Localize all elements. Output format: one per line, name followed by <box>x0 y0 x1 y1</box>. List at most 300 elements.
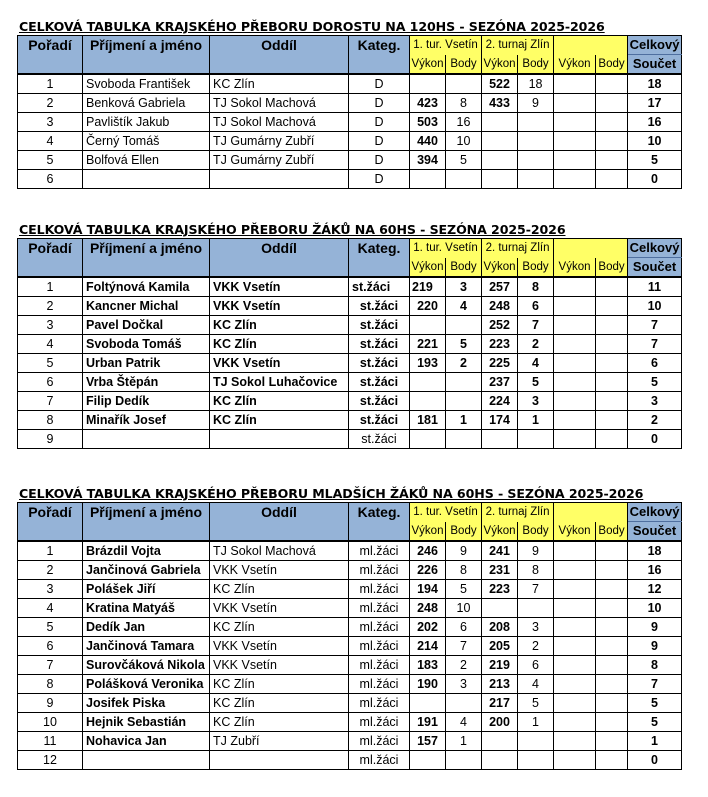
points-3-cell <box>596 618 628 637</box>
score-3-cell <box>554 335 596 354</box>
total-cell: 10 <box>628 599 682 618</box>
points-2-cell: 9 <box>518 541 554 561</box>
points-1-cell <box>446 392 482 411</box>
name-cell: Svoboda František <box>83 74 210 94</box>
header-total-bottom: Součet <box>628 258 682 278</box>
points-2-cell: 3 <box>518 618 554 637</box>
club-cell: TJ Sokol Machová <box>210 113 349 132</box>
club-cell: KC Zlín <box>210 316 349 335</box>
score-3-cell <box>554 392 596 411</box>
points-2-cell: 5 <box>518 373 554 392</box>
category-cell: ml.žáci <box>349 580 410 599</box>
points-1-cell: 4 <box>446 713 482 732</box>
score-2-cell: 241 <box>482 541 518 561</box>
points-1-cell: 16 <box>446 113 482 132</box>
standings-table <box>17 502 682 770</box>
points-2-cell: 2 <box>518 637 554 656</box>
points-2-cell: 8 <box>518 561 554 580</box>
header-rank: Pořadí <box>18 36 83 75</box>
points-1-cell: 3 <box>446 277 482 297</box>
points-3-cell <box>596 599 628 618</box>
header-points-3: Body <box>596 522 628 542</box>
total-cell: 16 <box>628 561 682 580</box>
rank-cell: 1 <box>18 541 83 561</box>
score-2-cell: 237 <box>482 373 518 392</box>
score-1-cell <box>410 430 446 449</box>
table-row <box>18 411 682 430</box>
header-club: Oddíl <box>210 36 349 75</box>
score-2-cell <box>482 751 518 770</box>
rank-cell: 3 <box>18 580 83 599</box>
total-cell: 0 <box>628 430 682 449</box>
score-3-cell <box>554 74 596 94</box>
header-tour-3 <box>554 36 628 55</box>
table-row <box>18 694 682 713</box>
points-1-cell <box>446 430 482 449</box>
points-3-cell <box>596 392 628 411</box>
total-cell: 10 <box>628 297 682 316</box>
points-3-cell <box>596 411 628 430</box>
points-1-cell: 8 <box>446 94 482 113</box>
rank-cell: 10 <box>18 713 83 732</box>
table-row <box>18 713 682 732</box>
score-1-cell: 248 <box>410 599 446 618</box>
rank-cell: 2 <box>18 94 83 113</box>
points-2-cell: 6 <box>518 297 554 316</box>
name-cell: Urban Patrik <box>83 354 210 373</box>
points-3-cell <box>596 732 628 751</box>
category-cell: ml.žáci <box>349 732 410 751</box>
points-3-cell <box>596 751 628 770</box>
category-cell: st.žáci <box>349 354 410 373</box>
score-3-cell <box>554 316 596 335</box>
score-3-cell <box>554 373 596 392</box>
club-cell: VKK Vsetín <box>210 637 349 656</box>
score-2-cell <box>482 113 518 132</box>
header-total-top: Celkový <box>628 503 682 522</box>
points-1-cell: 7 <box>446 637 482 656</box>
score-2-cell <box>482 132 518 151</box>
table-row <box>18 599 682 618</box>
header-total-bottom: Součet <box>628 55 682 75</box>
category-cell: ml.žáci <box>349 637 410 656</box>
score-3-cell <box>554 732 596 751</box>
points-1-cell <box>446 751 482 770</box>
score-1-cell: 246 <box>410 541 446 561</box>
points-2-cell: 4 <box>518 354 554 373</box>
points-1-cell: 5 <box>446 335 482 354</box>
table-row <box>18 94 682 113</box>
score-2-cell: 252 <box>482 316 518 335</box>
club-cell: KC Zlín <box>210 675 349 694</box>
header-points-2: Body <box>518 522 554 542</box>
category-cell: D <box>349 94 410 113</box>
category-cell: st.žáci <box>349 430 410 449</box>
score-1-cell: 191 <box>410 713 446 732</box>
score-2-cell: 522 <box>482 74 518 94</box>
header-total-top: Celkový <box>628 36 682 55</box>
rank-cell: 9 <box>18 694 83 713</box>
rank-cell: 7 <box>18 656 83 675</box>
total-cell: 10 <box>628 132 682 151</box>
header-rank: Pořadí <box>18 239 83 278</box>
points-3-cell <box>596 373 628 392</box>
club-cell: KC Zlín <box>210 411 349 430</box>
category-cell: st.žáci <box>349 392 410 411</box>
header-tour-3 <box>554 239 628 258</box>
section-title: CELKOVÁ TABULKA KRAJSKÉHO PŘEBORU ŽÁKŮ NA 60HS - SEZÓNA 2025-2026 <box>19 222 566 237</box>
header-tour-1: 1. tur. Vsetín <box>410 503 482 522</box>
points-3-cell <box>596 74 628 94</box>
name-cell: Minařík Josef <box>83 411 210 430</box>
points-1-cell: 10 <box>446 132 482 151</box>
header-rank: Pořadí <box>18 503 83 542</box>
category-cell: st.žáci <box>349 277 410 297</box>
score-3-cell <box>554 751 596 770</box>
table-row <box>18 751 682 770</box>
score-2-cell: 219 <box>482 656 518 675</box>
club-cell: TJ Gumárny Zubří <box>210 151 349 170</box>
score-3-cell <box>554 541 596 561</box>
name-cell: Foltýnová Kamila <box>83 277 210 297</box>
header-score-3: Výkon <box>554 258 596 278</box>
header-tour-2: 2. turnaj Zlín <box>482 36 554 55</box>
club-cell <box>210 430 349 449</box>
points-3-cell <box>596 94 628 113</box>
club-cell: VKK Vsetín <box>210 297 349 316</box>
score-2-cell: 224 <box>482 392 518 411</box>
total-cell: 18 <box>628 74 682 94</box>
table-row <box>18 561 682 580</box>
category-cell: D <box>349 74 410 94</box>
header-points-1: Body <box>446 55 482 75</box>
header-club: Oddíl <box>210 239 349 278</box>
rank-cell: 6 <box>18 637 83 656</box>
score-1-cell: 394 <box>410 151 446 170</box>
total-cell: 5 <box>628 373 682 392</box>
club-cell: KC Zlín <box>210 694 349 713</box>
standings-section-3 <box>17 486 681 770</box>
name-cell: Jančinová Tamara <box>83 637 210 656</box>
score-2-cell <box>482 170 518 189</box>
points-1-cell: 4 <box>446 297 482 316</box>
name-cell: Benková Gabriela <box>83 94 210 113</box>
category-cell: ml.žáci <box>349 675 410 694</box>
score-3-cell <box>554 580 596 599</box>
category-cell: st.žáci <box>349 297 410 316</box>
points-2-cell: 2 <box>518 335 554 354</box>
points-1-cell: 1 <box>446 411 482 430</box>
header-category: Kateg. <box>349 239 410 278</box>
rank-cell: 1 <box>18 277 83 297</box>
score-2-cell <box>482 599 518 618</box>
name-cell <box>83 430 210 449</box>
table-row <box>18 637 682 656</box>
name-cell: Vrba Štěpán <box>83 373 210 392</box>
total-cell: 5 <box>628 713 682 732</box>
score-1-cell: 226 <box>410 561 446 580</box>
header-name: Příjmení a jméno <box>83 36 210 75</box>
total-cell: 9 <box>628 637 682 656</box>
name-cell: Nohavica Jan <box>83 732 210 751</box>
header-points-3: Body <box>596 258 628 278</box>
score-3-cell <box>554 694 596 713</box>
header-club: Oddíl <box>210 503 349 542</box>
score-3-cell <box>554 277 596 297</box>
score-1-cell: 221 <box>410 335 446 354</box>
rank-cell: 7 <box>18 392 83 411</box>
total-cell: 7 <box>628 316 682 335</box>
score-1-cell <box>410 373 446 392</box>
header-name: Příjmení a jméno <box>83 239 210 278</box>
points-1-cell: 2 <box>446 656 482 675</box>
name-cell: Dedík Jan <box>83 618 210 637</box>
header-score-1: Výkon <box>410 522 446 542</box>
score-1-cell <box>410 170 446 189</box>
score-3-cell <box>554 599 596 618</box>
club-cell <box>210 170 349 189</box>
rank-cell: 8 <box>18 675 83 694</box>
header-points-1: Body <box>446 522 482 542</box>
category-cell: D <box>349 132 410 151</box>
club-cell: TJ Sokol Luhačovice <box>210 373 349 392</box>
points-2-cell: 3 <box>518 392 554 411</box>
points-3-cell <box>596 170 628 189</box>
club-cell: KC Zlín <box>210 713 349 732</box>
table-row <box>18 732 682 751</box>
points-3-cell <box>596 316 628 335</box>
points-2-cell: 7 <box>518 316 554 335</box>
header-score-2: Výkon <box>482 258 518 278</box>
points-2-cell: 8 <box>518 277 554 297</box>
score-2-cell: 223 <box>482 335 518 354</box>
score-1-cell: 423 <box>410 94 446 113</box>
points-2-cell <box>518 751 554 770</box>
table-row <box>18 335 682 354</box>
name-cell: Pavel Dočkal <box>83 316 210 335</box>
header-tour-2: 2. turnaj Zlín <box>482 239 554 258</box>
score-3-cell <box>554 618 596 637</box>
rank-cell: 9 <box>18 430 83 449</box>
category-cell: D <box>349 170 410 189</box>
club-cell <box>210 751 349 770</box>
score-3-cell <box>554 151 596 170</box>
name-cell: Svoboda Tomáš <box>83 335 210 354</box>
category-cell: st.žáci <box>349 335 410 354</box>
score-3-cell <box>554 656 596 675</box>
category-cell: D <box>349 113 410 132</box>
rank-cell: 11 <box>18 732 83 751</box>
score-2-cell: 200 <box>482 713 518 732</box>
score-1-cell: 194 <box>410 580 446 599</box>
points-2-cell <box>518 113 554 132</box>
rank-cell: 5 <box>18 354 83 373</box>
points-1-cell: 5 <box>446 580 482 599</box>
club-cell: VKK Vsetín <box>210 354 349 373</box>
score-3-cell <box>554 354 596 373</box>
points-1-cell <box>446 170 482 189</box>
header-category: Kateg. <box>349 503 410 542</box>
points-3-cell <box>596 541 628 561</box>
header-tour-2: 2. turnaj Zlín <box>482 503 554 522</box>
score-2-cell: 257 <box>482 277 518 297</box>
points-1-cell: 8 <box>446 561 482 580</box>
rank-cell: 5 <box>18 151 83 170</box>
score-3-cell <box>554 411 596 430</box>
table-row <box>18 675 682 694</box>
total-cell: 2 <box>628 411 682 430</box>
table-row <box>18 430 682 449</box>
rank-cell: 6 <box>18 170 83 189</box>
standings-table <box>17 35 682 189</box>
table-row <box>18 74 682 94</box>
total-cell: 6 <box>628 354 682 373</box>
total-cell: 9 <box>628 618 682 637</box>
club-cell: KC Zlín <box>210 618 349 637</box>
name-cell: Černý Tomáš <box>83 132 210 151</box>
score-2-cell: 205 <box>482 637 518 656</box>
category-cell: ml.žáci <box>349 656 410 675</box>
club-cell: VKK Vsetín <box>210 599 349 618</box>
standings-section-1 <box>17 19 681 189</box>
name-cell <box>83 170 210 189</box>
points-1-cell: 1 <box>446 732 482 751</box>
section-title: CELKOVÁ TABULKA KRAJSKÉHO PŘEBORU DOROSTU NA 120HS - SEZÓNA 2025-2026 <box>19 19 605 34</box>
name-cell: Surovčáková Nikola <box>83 656 210 675</box>
score-1-cell: 440 <box>410 132 446 151</box>
total-cell: 1 <box>628 732 682 751</box>
rank-cell: 4 <box>18 335 83 354</box>
rank-cell: 3 <box>18 316 83 335</box>
points-1-cell <box>446 373 482 392</box>
points-2-cell <box>518 599 554 618</box>
name-cell: Polášek Jiří <box>83 580 210 599</box>
name-cell: Polášková Veronika <box>83 675 210 694</box>
score-3-cell <box>554 132 596 151</box>
points-3-cell <box>596 132 628 151</box>
header-score-3: Výkon <box>554 55 596 75</box>
score-1-cell <box>410 694 446 713</box>
table-row <box>18 354 682 373</box>
club-cell: KC Zlín <box>210 580 349 599</box>
name-cell: Jančinová Gabriela <box>83 561 210 580</box>
table-row <box>18 277 682 297</box>
table-row <box>18 618 682 637</box>
points-2-cell: 7 <box>518 580 554 599</box>
header-points-1: Body <box>446 258 482 278</box>
score-1-cell: 220 <box>410 297 446 316</box>
score-2-cell: 248 <box>482 297 518 316</box>
total-cell: 8 <box>628 656 682 675</box>
score-2-cell: 213 <box>482 675 518 694</box>
total-cell: 18 <box>628 541 682 561</box>
category-cell: st.žáci <box>349 411 410 430</box>
score-1-cell: 219 <box>410 277 446 297</box>
points-2-cell: 18 <box>518 74 554 94</box>
points-2-cell <box>518 132 554 151</box>
club-cell: VKK Vsetín <box>210 277 349 297</box>
score-2-cell: 225 <box>482 354 518 373</box>
header-score-1: Výkon <box>410 55 446 75</box>
category-cell: ml.žáci <box>349 694 410 713</box>
score-2-cell: 223 <box>482 580 518 599</box>
header-name: Příjmení a jméno <box>83 503 210 542</box>
name-cell: Filip Dedík <box>83 392 210 411</box>
total-cell: 16 <box>628 113 682 132</box>
name-cell: Brázdil Vojta <box>83 541 210 561</box>
points-2-cell: 1 <box>518 713 554 732</box>
points-2-cell: 1 <box>518 411 554 430</box>
points-1-cell <box>446 316 482 335</box>
table-row <box>18 151 682 170</box>
points-3-cell <box>596 713 628 732</box>
points-1-cell: 9 <box>446 541 482 561</box>
points-3-cell <box>596 335 628 354</box>
points-1-cell: 10 <box>446 599 482 618</box>
points-1-cell: 2 <box>446 354 482 373</box>
category-cell: ml.žáci <box>349 541 410 561</box>
rank-cell: 3 <box>18 113 83 132</box>
score-2-cell: 433 <box>482 94 518 113</box>
header-points-3: Body <box>596 55 628 75</box>
score-1-cell: 214 <box>410 637 446 656</box>
standings-section-2 <box>17 222 681 449</box>
points-3-cell <box>596 113 628 132</box>
points-1-cell <box>446 74 482 94</box>
total-cell: 5 <box>628 151 682 170</box>
total-cell: 7 <box>628 335 682 354</box>
club-cell: VKK Vsetín <box>210 656 349 675</box>
section-title: CELKOVÁ TABULKA KRAJSKÉHO PŘEBORU MLADŠÍCH ŽÁKŮ NA 60HS - SEZÓNA 2025-2026 <box>19 486 644 501</box>
category-cell: D <box>349 151 410 170</box>
rank-cell: 2 <box>18 561 83 580</box>
name-cell <box>83 751 210 770</box>
table-row <box>18 170 682 189</box>
header-score-2: Výkon <box>482 55 518 75</box>
points-1-cell: 5 <box>446 151 482 170</box>
score-1-cell <box>410 74 446 94</box>
name-cell: Bolfová Ellen <box>83 151 210 170</box>
rank-cell: 5 <box>18 618 83 637</box>
header-tour-3 <box>554 503 628 522</box>
points-2-cell: 9 <box>518 94 554 113</box>
score-2-cell: 217 <box>482 694 518 713</box>
table-row <box>18 656 682 675</box>
points-3-cell <box>596 297 628 316</box>
rank-cell: 12 <box>18 751 83 770</box>
name-cell: Hejnik Sebastián <box>83 713 210 732</box>
points-3-cell <box>596 277 628 297</box>
total-cell: 3 <box>628 392 682 411</box>
score-2-cell <box>482 732 518 751</box>
score-1-cell: 503 <box>410 113 446 132</box>
club-cell: TJ Zubří <box>210 732 349 751</box>
score-1-cell <box>410 751 446 770</box>
score-2-cell <box>482 430 518 449</box>
score-2-cell: 208 <box>482 618 518 637</box>
total-cell: 0 <box>628 751 682 770</box>
score-1-cell: 183 <box>410 656 446 675</box>
points-2-cell: 6 <box>518 656 554 675</box>
points-2-cell <box>518 732 554 751</box>
score-3-cell <box>554 113 596 132</box>
score-3-cell <box>554 297 596 316</box>
score-1-cell: 202 <box>410 618 446 637</box>
score-3-cell <box>554 430 596 449</box>
category-cell: ml.žáci <box>349 561 410 580</box>
header-score-2: Výkon <box>482 522 518 542</box>
points-3-cell <box>596 354 628 373</box>
